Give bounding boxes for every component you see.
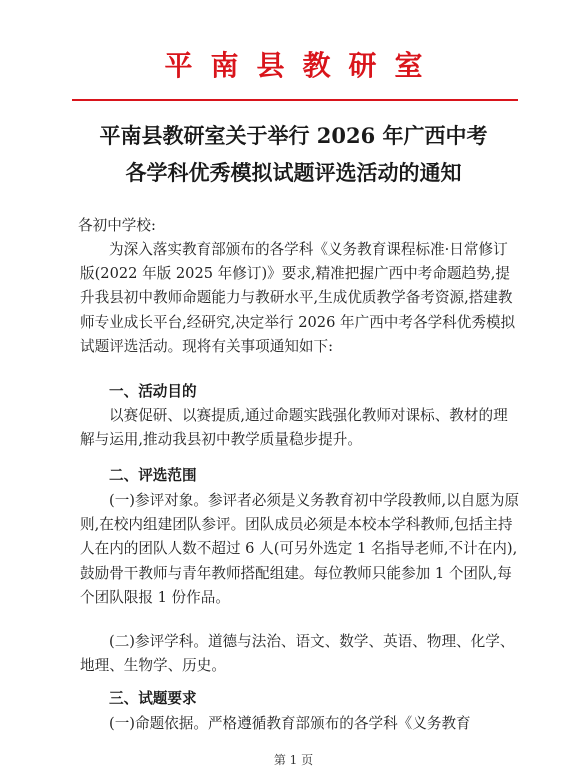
- section-heading-purpose: 一、活动目的: [109, 383, 197, 400]
- page-number: 第 1 页: [273, 753, 314, 767]
- letterhead-divider: [72, 99, 518, 101]
- salutation: 各初中学校:: [78, 217, 156, 234]
- scope-item-participants: (一)参评对象。参评者必须是义务教育初中学段教师,以自愿为原则,在校内组建团队参评。团队成员必须是本校本学科教师,包括主持人在内的团队人数不超过 6 人(可另外选定 1 名指导老师,不计在内),鼓励骨干教师与青年教师搭配组建。每位教师只能参加 1 个团队,每个团队限报 1 份作品。: [80, 492, 520, 606]
- scope-item-subjects: (二)参评学科。道德与法治、语文、数学、英语、物理、化学、地理、生物学、历史。: [80, 633, 515, 675]
- section-heading-scope: 二、评选范围: [109, 467, 197, 484]
- notice-title-line-2: 各学科优秀模拟试题评选活动的通知: [125, 160, 462, 185]
- section-purpose-text: 以赛促研、以赛提质,通过命题实践强化教师对课标、教材的理解与运用,推动我县初中教学质量稳步提升。: [80, 407, 508, 449]
- section-heading-requirements: 三、试题要求: [109, 690, 197, 707]
- requirements-item-basis: (一)命题依据。严格遵循教育部颁布的各学科《义务教育: [109, 715, 471, 732]
- letterhead-organization: 平南县教研室: [164, 49, 441, 82]
- intro-paragraph: 为深入落实教育部颁布的各学科《义务教育课程标准·日常修订版(2022 年版 2025 年修订)》要求,精准把握广西中考命题趋势,提升我县初中教师命题能力与教研水平,生成优质教学备考资源,搭建教师专业成长平台,经研究,决定举行 2026 年广西中考各学科优秀模拟试题评选活动。现将有关事项通知如下:: [80, 241, 516, 355]
- notice-title-line-1: 平南县教研室关于举行 2026 年广西中考: [99, 123, 488, 148]
